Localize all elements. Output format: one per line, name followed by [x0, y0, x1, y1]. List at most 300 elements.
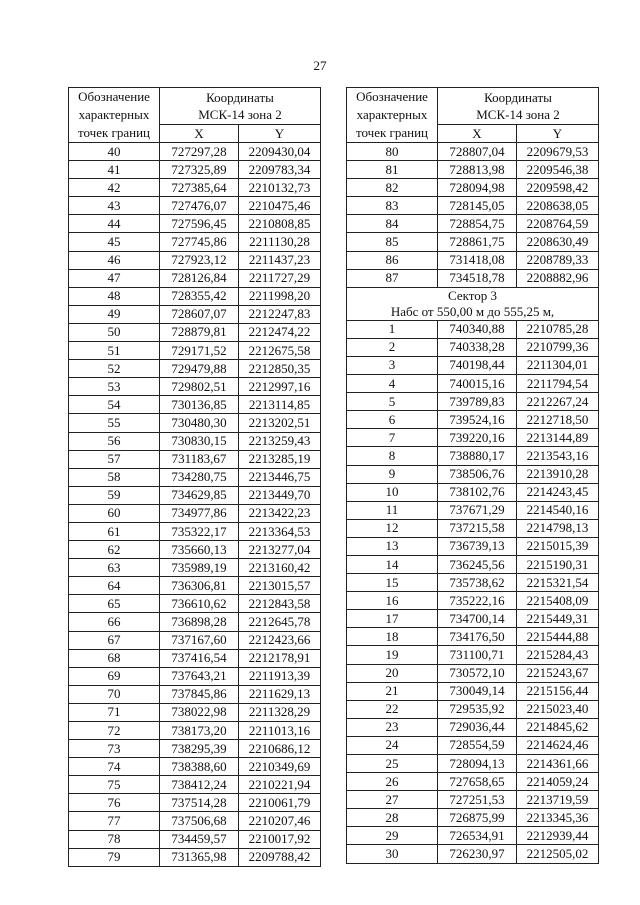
table-row	[69, 613, 321, 631]
coords-header-line1: Координаты	[206, 90, 274, 105]
table-row	[69, 631, 321, 649]
point-number-cell: 44	[69, 215, 160, 233]
x-coordinate-cell: 728355,42	[160, 287, 239, 305]
y-coordinate-cell: 2212247,83	[239, 305, 321, 323]
point-number-cell: 20	[347, 664, 438, 682]
table-row	[347, 161, 599, 179]
table-row	[69, 161, 321, 179]
y-coordinate-cell: 2212423,66	[239, 631, 321, 649]
point-number-cell: 43	[69, 197, 160, 215]
y-coordinate-cell: 2209546,38	[517, 161, 599, 179]
y-coordinate-cell: 2209430,04	[239, 143, 321, 161]
x-coordinate-cell: 737506,68	[160, 812, 239, 830]
point-number-cell: 67	[69, 631, 160, 649]
x-coordinate-cell: 726534,91	[438, 827, 517, 845]
x-coordinate-cell: 739789,83	[438, 393, 517, 411]
table-row	[69, 287, 321, 305]
right-table-body-bottom	[347, 320, 599, 863]
point-number-cell: 11	[347, 501, 438, 519]
x-coordinate-cell: 735322,17	[160, 522, 239, 540]
point-number-cell: 2	[347, 338, 438, 356]
y-coordinate-cell: 2212850,35	[239, 360, 321, 378]
table-row	[347, 646, 599, 664]
y-coordinate-cell: 2213446,75	[239, 468, 321, 486]
table-row	[69, 342, 321, 360]
x-coordinate-cell: 728861,75	[438, 233, 517, 251]
x-coordinate-cell: 736306,81	[160, 577, 239, 595]
y-coordinate-cell: 2211727,29	[239, 269, 321, 287]
point-label-line1: Обозначение	[356, 89, 428, 104]
point-number-cell: 71	[69, 703, 160, 721]
y-coordinate-cell: 2212675,58	[239, 342, 321, 360]
point-number-cell: 9	[347, 465, 438, 483]
y-coordinate-cell: 2214798,13	[517, 519, 599, 537]
point-number-cell: 23	[347, 718, 438, 736]
table-row	[69, 848, 321, 866]
table-row	[69, 758, 321, 776]
coords-header	[160, 88, 321, 125]
point-number-cell: 8	[347, 447, 438, 465]
y-coordinate-cell: 2215156,44	[517, 682, 599, 700]
point-number-cell: 15	[347, 574, 438, 592]
table-row	[347, 197, 599, 215]
x-coordinate-cell: 737643,21	[160, 667, 239, 685]
x-coordinate-cell: 739524,16	[438, 411, 517, 429]
point-number-cell: 79	[69, 848, 160, 866]
table-row	[347, 356, 599, 374]
coords-header-line1: Координаты	[484, 90, 552, 105]
x-coordinate-cell: 738412,24	[160, 776, 239, 794]
y-coordinate-cell: 2210017,92	[239, 830, 321, 848]
point-number-cell: 49	[69, 305, 160, 323]
y-coordinate-cell: 2210799,36	[517, 338, 599, 356]
x-coordinate-cell: 727476,07	[160, 197, 239, 215]
y-coordinate-cell: 2210061,79	[239, 794, 321, 812]
x-coordinate-cell: 738880,17	[438, 447, 517, 465]
y-coordinate-cell: 2212474,22	[239, 323, 321, 341]
x-coordinate-cell: 727251,53	[438, 791, 517, 809]
table-row	[347, 755, 599, 773]
point-number-cell: 86	[347, 251, 438, 269]
x-coordinate-cell: 738506,76	[438, 465, 517, 483]
table-row	[69, 323, 321, 341]
x-coordinate-cell: 727297,28	[160, 143, 239, 161]
table-row	[69, 215, 321, 233]
y-coordinate-cell: 2214361,66	[517, 755, 599, 773]
y-coordinate-cell: 2213910,28	[517, 465, 599, 483]
x-coordinate-cell: 728554,59	[438, 736, 517, 754]
y-coordinate-cell: 2210785,28	[517, 320, 599, 338]
table-row	[347, 682, 599, 700]
y-coordinate-cell: 2213114,85	[239, 396, 321, 414]
point-number-cell: 48	[69, 287, 160, 305]
x-coordinate-cell: 738102,76	[438, 483, 517, 501]
table-row	[69, 378, 321, 396]
table-row	[69, 360, 321, 378]
y-coordinate-cell: 2215321,54	[517, 574, 599, 592]
table-row	[347, 664, 599, 682]
table-row	[347, 233, 599, 251]
y-coordinate-cell: 2208764,59	[517, 215, 599, 233]
x-coordinate-cell: 734518,78	[438, 269, 517, 287]
table-row	[69, 559, 321, 577]
y-coordinate-cell: 2210686,12	[239, 740, 321, 758]
x-coordinate-cell: 737671,29	[438, 501, 517, 519]
x-coordinate-cell: 734459,57	[160, 830, 239, 848]
table-row	[69, 251, 321, 269]
y-coordinate-cell: 2214243,45	[517, 483, 599, 501]
coordinates-table-right	[346, 87, 599, 864]
point-number-cell: 22	[347, 700, 438, 718]
point-label-line2: характерных	[78, 107, 150, 122]
x-coordinate-cell: 734700,14	[438, 610, 517, 628]
x-coordinate-cell: 727325,89	[160, 161, 239, 179]
table-row	[347, 791, 599, 809]
y-coordinate-cell: 2208638,05	[517, 197, 599, 215]
left-table-body	[69, 143, 321, 867]
x-coordinate-cell: 730480,30	[160, 414, 239, 432]
table-row	[69, 396, 321, 414]
table-row	[69, 486, 321, 504]
sector-heading	[347, 287, 599, 320]
y-coordinate-cell: 2210221,94	[239, 776, 321, 794]
table-row	[69, 685, 321, 703]
x-coordinate-cell: 726230,97	[438, 845, 517, 863]
point-number-cell: 18	[347, 628, 438, 646]
point-number-cell: 10	[347, 483, 438, 501]
point-number-cell: 29	[347, 827, 438, 845]
y-coordinate-cell: 2211437,23	[239, 251, 321, 269]
coords-header-line2: МСК-14 зона 2	[476, 107, 560, 122]
x-coordinate-cell: 740015,16	[438, 375, 517, 393]
x-coordinate-cell: 738173,20	[160, 722, 239, 740]
table-row	[347, 700, 599, 718]
table-row	[347, 447, 599, 465]
y-coordinate-cell: 2212267,24	[517, 393, 599, 411]
y-coordinate-cell: 2213543,16	[517, 447, 599, 465]
table-row	[69, 830, 321, 848]
x-column-header: X	[438, 125, 517, 143]
point-label-line3: точек границ	[355, 125, 429, 140]
table-row	[69, 740, 321, 758]
table-row	[69, 577, 321, 595]
table-row	[347, 610, 599, 628]
table-row	[347, 251, 599, 269]
point-number-cell: 17	[347, 610, 438, 628]
x-coordinate-cell: 735660,13	[160, 541, 239, 559]
point-number-cell: 63	[69, 559, 160, 577]
point-number-cell: 46	[69, 251, 160, 269]
point-number-cell: 59	[69, 486, 160, 504]
x-coordinate-cell: 737514,28	[160, 794, 239, 812]
x-coordinate-cell: 731183,67	[160, 450, 239, 468]
table-row	[69, 305, 321, 323]
y-coordinate-cell: 2214059,24	[517, 773, 599, 791]
point-label-line3: точек границ	[77, 125, 151, 140]
page-number: 27	[313, 58, 327, 73]
x-coordinate-cell: 731100,71	[438, 646, 517, 664]
y-coordinate-cell: 2210132,73	[239, 179, 321, 197]
point-number-cell: 87	[347, 269, 438, 287]
table-row	[347, 215, 599, 233]
y-coordinate-cell: 2213364,53	[239, 522, 321, 540]
y-coordinate-cell: 2214845,62	[517, 718, 599, 736]
y-coordinate-cell: 2208789,33	[517, 251, 599, 269]
y-coordinate-cell: 2209783,34	[239, 161, 321, 179]
y-coordinate-cell: 2213345,36	[517, 809, 599, 827]
x-coordinate-cell: 736739,13	[438, 537, 517, 555]
table-row	[347, 809, 599, 827]
sector-block	[347, 287, 599, 320]
x-coordinate-cell: 738022,98	[160, 703, 239, 721]
point-number-cell: 41	[69, 161, 160, 179]
table-row	[69, 432, 321, 450]
y-coordinate-cell: 2210475,46	[239, 197, 321, 215]
point-number-cell: 66	[69, 613, 160, 631]
y-coordinate-cell: 2213144,89	[517, 429, 599, 447]
x-coordinate-cell: 729802,51	[160, 378, 239, 396]
y-coordinate-cell: 2213285,19	[239, 450, 321, 468]
table-row	[69, 595, 321, 613]
y-coordinate-cell: 2213449,70	[239, 486, 321, 504]
y-coordinate-cell: 2215284,43	[517, 646, 599, 664]
x-coordinate-cell: 734977,86	[160, 504, 239, 522]
x-coordinate-cell: 727596,45	[160, 215, 239, 233]
x-coordinate-cell: 736610,62	[160, 595, 239, 613]
x-coordinate-cell: 737167,60	[160, 631, 239, 649]
table-row	[347, 375, 599, 393]
point-number-cell: 7	[347, 429, 438, 447]
x-coordinate-cell: 735989,19	[160, 559, 239, 577]
y-coordinate-cell: 2213277,04	[239, 541, 321, 559]
point-number-cell: 47	[69, 269, 160, 287]
x-coordinate-cell: 737215,58	[438, 519, 517, 537]
table-row	[69, 143, 321, 161]
x-coordinate-cell: 727923,12	[160, 251, 239, 269]
table-row	[69, 269, 321, 287]
x-coordinate-cell: 727658,65	[438, 773, 517, 791]
point-number-cell: 53	[69, 378, 160, 396]
point-number-cell: 58	[69, 468, 160, 486]
y-column-header: Y	[517, 125, 599, 143]
point-number-cell: 80	[347, 143, 438, 161]
table-row	[347, 628, 599, 646]
point-number-cell: 50	[69, 323, 160, 341]
y-coordinate-cell: 2215444,88	[517, 628, 599, 646]
coords-header-line2: МСК-14 зона 2	[198, 107, 282, 122]
point-number-cell: 55	[69, 414, 160, 432]
y-coordinate-cell: 2208882,96	[517, 269, 599, 287]
point-number-cell: 24	[347, 736, 438, 754]
table-row	[347, 555, 599, 573]
point-number-cell: 84	[347, 215, 438, 233]
point-number-cell: 45	[69, 233, 160, 251]
point-number-cell: 57	[69, 450, 160, 468]
point-number-cell: 85	[347, 233, 438, 251]
x-coordinate-cell: 727385,64	[160, 179, 239, 197]
table-row	[69, 468, 321, 486]
y-coordinate-cell: 2210349,69	[239, 758, 321, 776]
table-row	[347, 845, 599, 863]
table-row	[347, 338, 599, 356]
point-number-cell: 40	[69, 143, 160, 161]
x-coordinate-cell: 730136,85	[160, 396, 239, 414]
point-number-cell: 51	[69, 342, 160, 360]
coords-header	[438, 88, 599, 125]
point-number-cell: 26	[347, 773, 438, 791]
point-number-cell: 61	[69, 522, 160, 540]
y-coordinate-cell: 2211629,13	[239, 685, 321, 703]
y-coordinate-cell: 2215190,31	[517, 555, 599, 573]
y-coordinate-cell: 2215243,67	[517, 664, 599, 682]
table-row	[347, 483, 599, 501]
y-coordinate-cell: 2214540,16	[517, 501, 599, 519]
point-number-cell: 75	[69, 776, 160, 794]
point-number-cell: 27	[347, 791, 438, 809]
x-coordinate-cell: 740340,88	[438, 320, 517, 338]
point-number-cell: 54	[69, 396, 160, 414]
y-coordinate-cell: 2212843,58	[239, 595, 321, 613]
y-coordinate-cell: 2213015,57	[239, 577, 321, 595]
y-coordinate-cell: 2212939,44	[517, 827, 599, 845]
table-row	[69, 667, 321, 685]
x-coordinate-cell: 736245,56	[438, 555, 517, 573]
y-coordinate-cell: 2213160,42	[239, 559, 321, 577]
y-coordinate-cell: 2209788,42	[239, 848, 321, 866]
x-coordinate-cell: 728854,75	[438, 215, 517, 233]
x-coordinate-cell: 728094,13	[438, 755, 517, 773]
point-number-cell: 62	[69, 541, 160, 559]
point-label-header	[69, 88, 160, 143]
x-coordinate-cell: 739220,16	[438, 429, 517, 447]
x-coordinate-cell: 730572,10	[438, 664, 517, 682]
x-coordinate-cell: 735738,62	[438, 574, 517, 592]
y-coordinate-cell: 2212645,78	[239, 613, 321, 631]
table-row	[347, 465, 599, 483]
table-row	[69, 450, 321, 468]
y-coordinate-cell: 2210808,85	[239, 215, 321, 233]
point-number-cell: 28	[347, 809, 438, 827]
coordinates-table-left	[68, 87, 321, 867]
point-number-cell: 19	[347, 646, 438, 664]
table-row	[69, 794, 321, 812]
table-row	[347, 393, 599, 411]
table-row	[69, 414, 321, 432]
point-label-header	[347, 88, 438, 143]
x-coordinate-cell: 734280,75	[160, 468, 239, 486]
table-row	[347, 718, 599, 736]
x-coordinate-cell: 738295,39	[160, 740, 239, 758]
y-coordinate-cell: 2215015,39	[517, 537, 599, 555]
table-row	[347, 269, 599, 287]
y-coordinate-cell: 2209679,53	[517, 143, 599, 161]
x-coordinate-cell: 728094,98	[438, 179, 517, 197]
x-coordinate-cell: 740338,28	[438, 338, 517, 356]
x-coordinate-cell: 728807,04	[438, 143, 517, 161]
table-row	[347, 537, 599, 555]
point-number-cell: 14	[347, 555, 438, 573]
y-coordinate-cell: 2212718,50	[517, 411, 599, 429]
table-row	[347, 592, 599, 610]
point-number-cell: 64	[69, 577, 160, 595]
table-row	[69, 541, 321, 559]
table-row	[347, 827, 599, 845]
point-number-cell: 1	[347, 320, 438, 338]
y-column-header: Y	[239, 125, 321, 143]
y-coordinate-cell: 2213422,23	[239, 504, 321, 522]
point-number-cell: 81	[347, 161, 438, 179]
table-row	[69, 179, 321, 197]
x-coordinate-cell: 735222,16	[438, 592, 517, 610]
x-coordinate-cell: 731418,08	[438, 251, 517, 269]
table-row	[347, 574, 599, 592]
point-number-cell: 52	[69, 360, 160, 378]
table-row	[347, 411, 599, 429]
point-number-cell: 16	[347, 592, 438, 610]
point-number-cell: 21	[347, 682, 438, 700]
x-coordinate-cell: 729036,44	[438, 718, 517, 736]
x-coordinate-cell: 731365,98	[160, 848, 239, 866]
y-coordinate-cell: 2215449,31	[517, 610, 599, 628]
point-number-cell: 60	[69, 504, 160, 522]
table-row	[69, 197, 321, 215]
x-coordinate-cell: 734176,50	[438, 628, 517, 646]
point-number-cell: 42	[69, 179, 160, 197]
point-number-cell: 76	[69, 794, 160, 812]
y-coordinate-cell: 2211013,16	[239, 722, 321, 740]
x-coordinate-cell: 737416,54	[160, 649, 239, 667]
x-coordinate-cell: 736898,28	[160, 613, 239, 631]
point-number-cell: 6	[347, 411, 438, 429]
table-row	[347, 773, 599, 791]
point-number-cell: 68	[69, 649, 160, 667]
y-coordinate-cell: 2215023,40	[517, 700, 599, 718]
point-number-cell: 25	[347, 755, 438, 773]
sector-subtitle: Набс от 550,00 м до 555,25 м,	[390, 303, 555, 319]
y-coordinate-cell: 2215408,09	[517, 592, 599, 610]
point-number-cell: 4	[347, 375, 438, 393]
point-number-cell: 3	[347, 356, 438, 374]
point-number-cell: 5	[347, 393, 438, 411]
x-coordinate-cell: 738388,60	[160, 758, 239, 776]
table-row	[347, 501, 599, 519]
y-coordinate-cell: 2211328,29	[239, 703, 321, 721]
y-coordinate-cell: 2209598,42	[517, 179, 599, 197]
y-coordinate-cell: 2212505,02	[517, 845, 599, 863]
point-number-cell: 69	[69, 667, 160, 685]
table-row	[69, 703, 321, 721]
x-coordinate-cell: 728126,84	[160, 269, 239, 287]
x-coordinate-cell: 729535,92	[438, 700, 517, 718]
point-label-line2: характерных	[356, 107, 428, 122]
y-coordinate-cell: 2208630,49	[517, 233, 599, 251]
x-coordinate-cell: 734629,85	[160, 486, 239, 504]
y-coordinate-cell: 2213259,43	[239, 432, 321, 450]
y-coordinate-cell: 2210207,46	[239, 812, 321, 830]
table-row	[347, 143, 599, 161]
x-coordinate-cell: 740198,44	[438, 356, 517, 374]
point-number-cell: 83	[347, 197, 438, 215]
table-row	[347, 429, 599, 447]
x-coordinate-cell: 728145,05	[438, 197, 517, 215]
y-coordinate-cell: 2211998,20	[239, 287, 321, 305]
x-coordinate-cell: 737845,86	[160, 685, 239, 703]
x-coordinate-cell: 729479,88	[160, 360, 239, 378]
y-coordinate-cell: 2213202,51	[239, 414, 321, 432]
x-coordinate-cell: 730049,14	[438, 682, 517, 700]
y-coordinate-cell: 2211130,28	[239, 233, 321, 251]
point-number-cell: 74	[69, 758, 160, 776]
